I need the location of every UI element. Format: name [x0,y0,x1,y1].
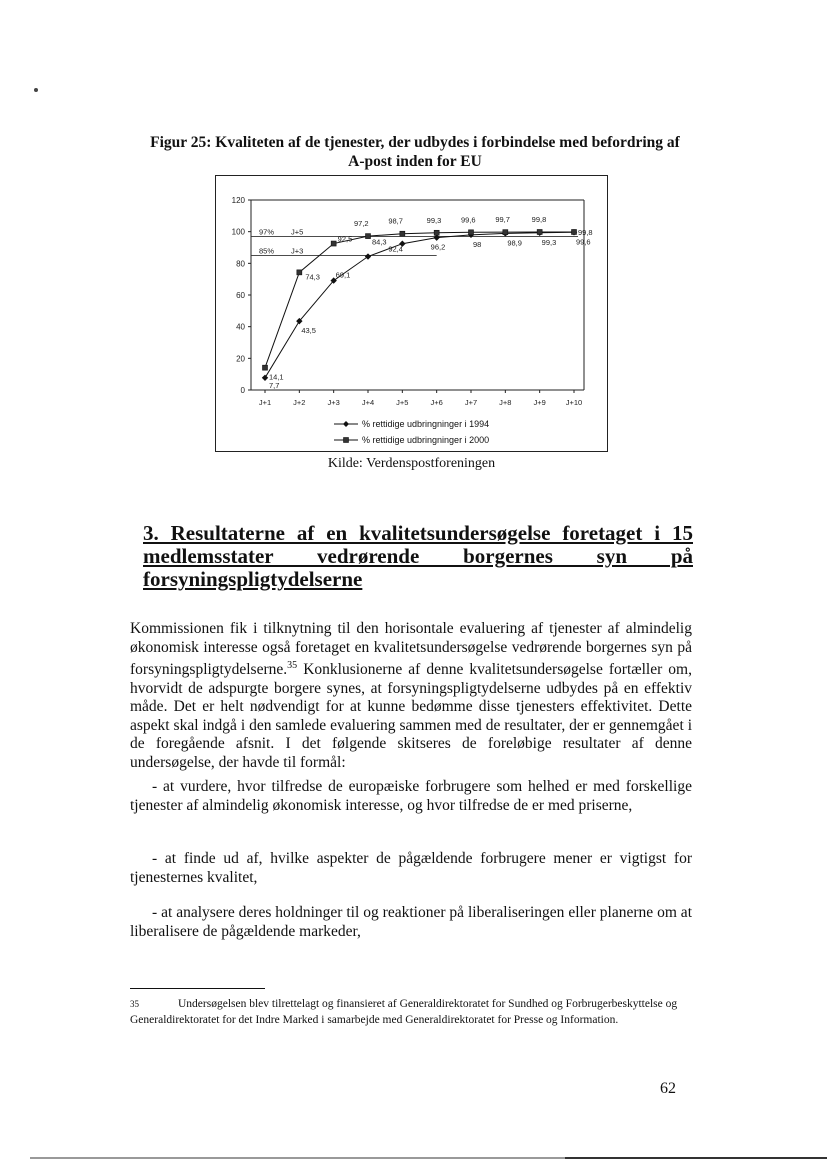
series-2000-data-label: 92,5 [337,234,353,244]
footnote-number: 35 [130,999,139,1009]
series-1994-data-label: 84,3 [372,237,387,247]
y-tick-label: 80 [236,259,245,269]
series-1994-point [365,253,371,259]
series-1994-data-label: 96,2 [430,242,446,252]
x-tick-label: J+7 [464,398,478,407]
x-tick-label: J+2 [293,398,306,407]
legend-2000-label: % rettidige udbringninger i 2000 [362,435,490,445]
section-heading [143,522,693,591]
chart-frame [215,175,608,452]
y-tick-label: 0 [240,386,245,395]
line-chart [216,176,607,451]
figure-title-line2: A-post inden for EU [348,153,482,170]
footnote-reference: 35 [287,660,298,671]
series-1994-line [265,232,574,378]
series-2000-line [265,232,574,368]
legend-1994-label: % rettidige udbringninger i 1994 [362,419,490,429]
scan-speck [34,88,38,92]
series-2000-point [537,229,542,234]
series-1994-data-label: 99,6 [576,237,591,247]
series-2000-point [434,230,439,235]
reference-line-pct-label: 97% [259,227,275,237]
bullet-item-3: - at analysere deres holdninger til og reaktioner på liberaliseringen eller planerne om at liberalisere de pågældende markeder, [130,904,692,940]
y-tick-label: 20 [236,354,245,364]
series-2000-point [572,229,577,234]
reference-line-day-label: J+5 [291,227,304,237]
x-tick-label: J+6 [430,398,443,407]
x-tick-label: J+8 [499,398,512,407]
series-2000-point [297,270,302,275]
series-2000-data-label: 99,8 [531,214,547,224]
series-2000-point [503,230,508,235]
series-2000-point [263,365,268,370]
series-1994-data-label: 92,4 [388,244,403,254]
x-tick-label: J+1 [258,398,272,407]
section-heading-line3: forsyningspligtydelserne [143,567,363,591]
series-1994-point [262,375,268,381]
bullet-item-1: - at vurdere, hvor tilfredse de europæiske forbrugere som helhed er med forskellige tjenester af almindelig økonomisk interesse, og hvor tilfredse de er med priserne, [130,778,692,814]
section-heading-line1: 3. Resultaterne af en kvalitetsundersøgelse foretaget i 15 [143,521,693,545]
section-heading-line2: medlemsstater vedrørende borgernes syn på [143,544,693,568]
series-1994-data-label: 69,1 [335,270,351,280]
figure-title [120,133,710,171]
y-tick-label: 60 [236,291,245,300]
legend-2000-marker [344,438,349,443]
footnote-text: Undersøgelsen blev tilrettelagt og finansieret af Generaldirektoratet for Sundhed og Forbrugerbeskyttelse og Generaldirektoratet for det Indre Marked i samarbejde med Generaldirektoratet for Presse og Information. [130,998,678,1026]
y-tick-label: 120 [231,196,245,205]
series-2000-point [331,241,336,246]
series-2000-data-label: 74,3 [305,272,320,282]
y-tick-label: 40 [236,322,245,332]
series-1994-data-label: 98 [473,239,482,249]
series-2000-point [366,234,371,239]
series-2000-point [469,230,474,235]
intro-paragraph-text: Kommissionen fik i tilknytning til den horisontale evaluering af tjenester af almindelig økonomisk interesse også foretaget en kvalitetsundersøgelse vedrørende borgernes syn på forsyningspligtydelserne. [130,620,692,679]
footnote [130,997,690,1028]
series-2000-data-label: 99,7 [495,215,510,225]
figure-source: Kilde: Verdenspostforeningen [327,456,496,471]
x-tick-label: J+10 [565,398,583,407]
page-number: 62 [660,1080,676,1097]
series-1994-data-label: 43,5 [301,326,316,336]
footnote-divider [130,988,265,989]
bullet-item-2: - at finde ud af, hvilke aspekter de pågældende forbrugere mener er vigtigst for tjenesternes kvalitet, [130,850,692,886]
series-2000-point [400,231,405,236]
figure-title-line1: Figur 25: Kvaliteten af de tjenester, der udbydes i forbindelse med befordring af [150,134,680,151]
series-2000-data-label: 99,3 [426,215,442,225]
series-1994-data-label: 7,7 [269,380,280,390]
reference-line-day-label: J+3 [291,246,304,256]
series-2000-data-label: 14,1 [269,372,284,382]
scan-edge-line-dark [565,1157,827,1159]
intro-paragraph-text-rest: Konklusionerne af denne kvalitetsundersøgelse fortæller om, hvorvidt de adspurgte borgere synes, at forsyningspligtydelserne udbydes på en effektiv måde. Det er helt nødvendigt for at kunne bedømme disse tjenesters effektivitet. Dette aspekt skal indgå i den samlede evaluering sammen med de resultater, der er gennemgået i de foregående afsnit. I det følgende skitseres de foreløbige resultater af denne undersøgelse, der havde til formål: [130,661,692,771]
reference-line-pct-label: 85% [259,246,275,256]
x-tick-label: J+5 [396,398,409,407]
legend-1994-marker [343,421,349,427]
x-tick-label: J+4 [361,398,375,407]
x-tick-label: J+3 [327,398,340,407]
series-2000-data-label: 99,6 [461,215,476,225]
series-2000-data-label: 98,7 [388,216,403,226]
intro-paragraph [130,620,692,772]
series-1994-data-label: 98,9 [507,238,522,248]
x-tick-label: J+9 [533,398,546,407]
y-tick-label: 100 [231,227,245,237]
series-2000-data-label: 99,8 [578,227,593,237]
series-1994-data-label: 99,3 [541,237,557,247]
series-2000-data-label: 97,2 [354,219,369,229]
